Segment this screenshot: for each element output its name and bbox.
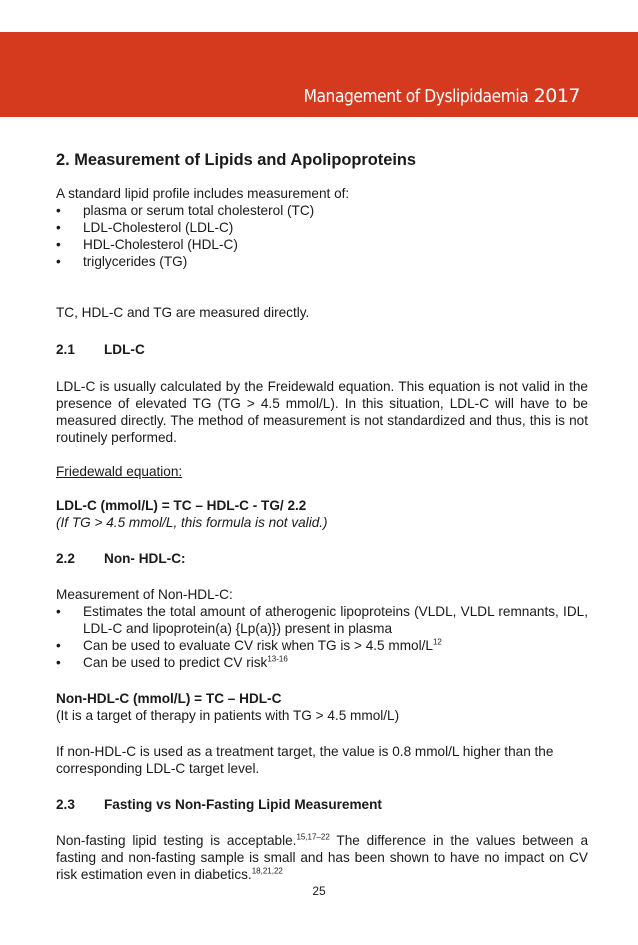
friedewald-label: Friedewald equation: [56,464,183,479]
bullet-icon: • [56,203,61,218]
document-title-year: 2017 [533,85,580,107]
section-heading: 2. Measurement of Lipids and Apolipoproteins [56,151,417,169]
ldl-paragraph: LDL-C is usually calculated by the Freidewald equation. This equation is not valid in the presence of elevated TG (TG > 4.5 mmol/L). In this situation, LDL-C will have to be measured directly. The method of measurement is not standardized and thus, this is not routinely performed. [56,379,588,445]
citation: 13-16 [267,654,288,664]
nonhdl-formula-note: (It is a target of therapy in patients with TG > 4.5 mmol/L) [56,708,400,723]
section-intro: A standard lipid profile includes measurement of: [56,186,350,201]
bullet-icon: • [56,220,61,235]
nonhdl-paragraph: If non-HDL-C is used as a treatment target, the value is 0.8 mmol/L higher than the corresponding LDL-C target level. [56,744,554,776]
ldl-formula: LDL-C (mmol/L) = TC – HDL-C - TG/ 2.2 [56,498,307,513]
page-number: 25 [312,884,326,898]
citation: 18,21,22 [251,866,283,876]
list-item: • HDL-Cholesterol (HDL-C) [56,237,238,252]
bullet-icon: • [56,237,61,252]
bullet-icon: • [56,604,61,619]
fasting-paragraph: Non-fasting lipid testing is acceptable.$^{15,17-22}$ The difference in the values between a fasting and non-fasting sample is small and has been shown to have no impact on CV risk estimation even in diabetics.$^{18,21,22}$ [56,832,589,882]
citation: 15,17–22 [296,832,330,842]
page-content [56,150,588,883]
direct-measure-text: TC, HDL-C and TG are measured directly. [56,305,310,320]
nonhdl-list [56,603,588,671]
list-item: • Estimates the total amount of atherogenic lipoproteins (VLDL, VLDL remnants, IDL, LDL-C and lipoprotein(a) {Lp(a)}) present in plasma [56,604,588,636]
nonhdl-intro: Measurement of Non-HDL-C: [56,587,233,602]
lipid-profile-list [56,202,588,270]
list-item: • plasma or serum total cholesterol (TC) [56,203,315,218]
list-item: • triglycerides (TG) [56,254,188,269]
subsection-heading-fasting: 2.3 Fasting vs Non-Fasting Lipid Measurement [56,797,382,812]
ldl-formula-note: (If TG > 4.5 mmol/L, this formula is not valid.) [56,515,328,530]
list-item: • LDL-Cholesterol (LDL-C) [56,220,234,235]
bullet-icon: • [56,655,61,670]
header-banner [0,32,638,117]
subsection-heading-nonhdl: 2.2 Non- HDL-C: [56,551,186,566]
document-title-main: Management of Dyslipidaemia [303,86,529,107]
list-item: • Can be used to evaluate CV risk when TG is > 4.5 mmol/$L^{12}$ [56,637,442,653]
subsection-heading-ldl: 2.1 LDL-C [56,342,145,357]
citation: 12 [432,637,442,647]
document-title [267,85,580,107]
bullet-icon: • [56,254,61,269]
list-item: • Can be used to predict CV risk$^{13-16}$ [56,654,288,670]
nonhdl-formula: Non-HDL-C (mmol/L) = TC – HDL-C [56,691,282,706]
bullet-icon: • [56,638,61,653]
